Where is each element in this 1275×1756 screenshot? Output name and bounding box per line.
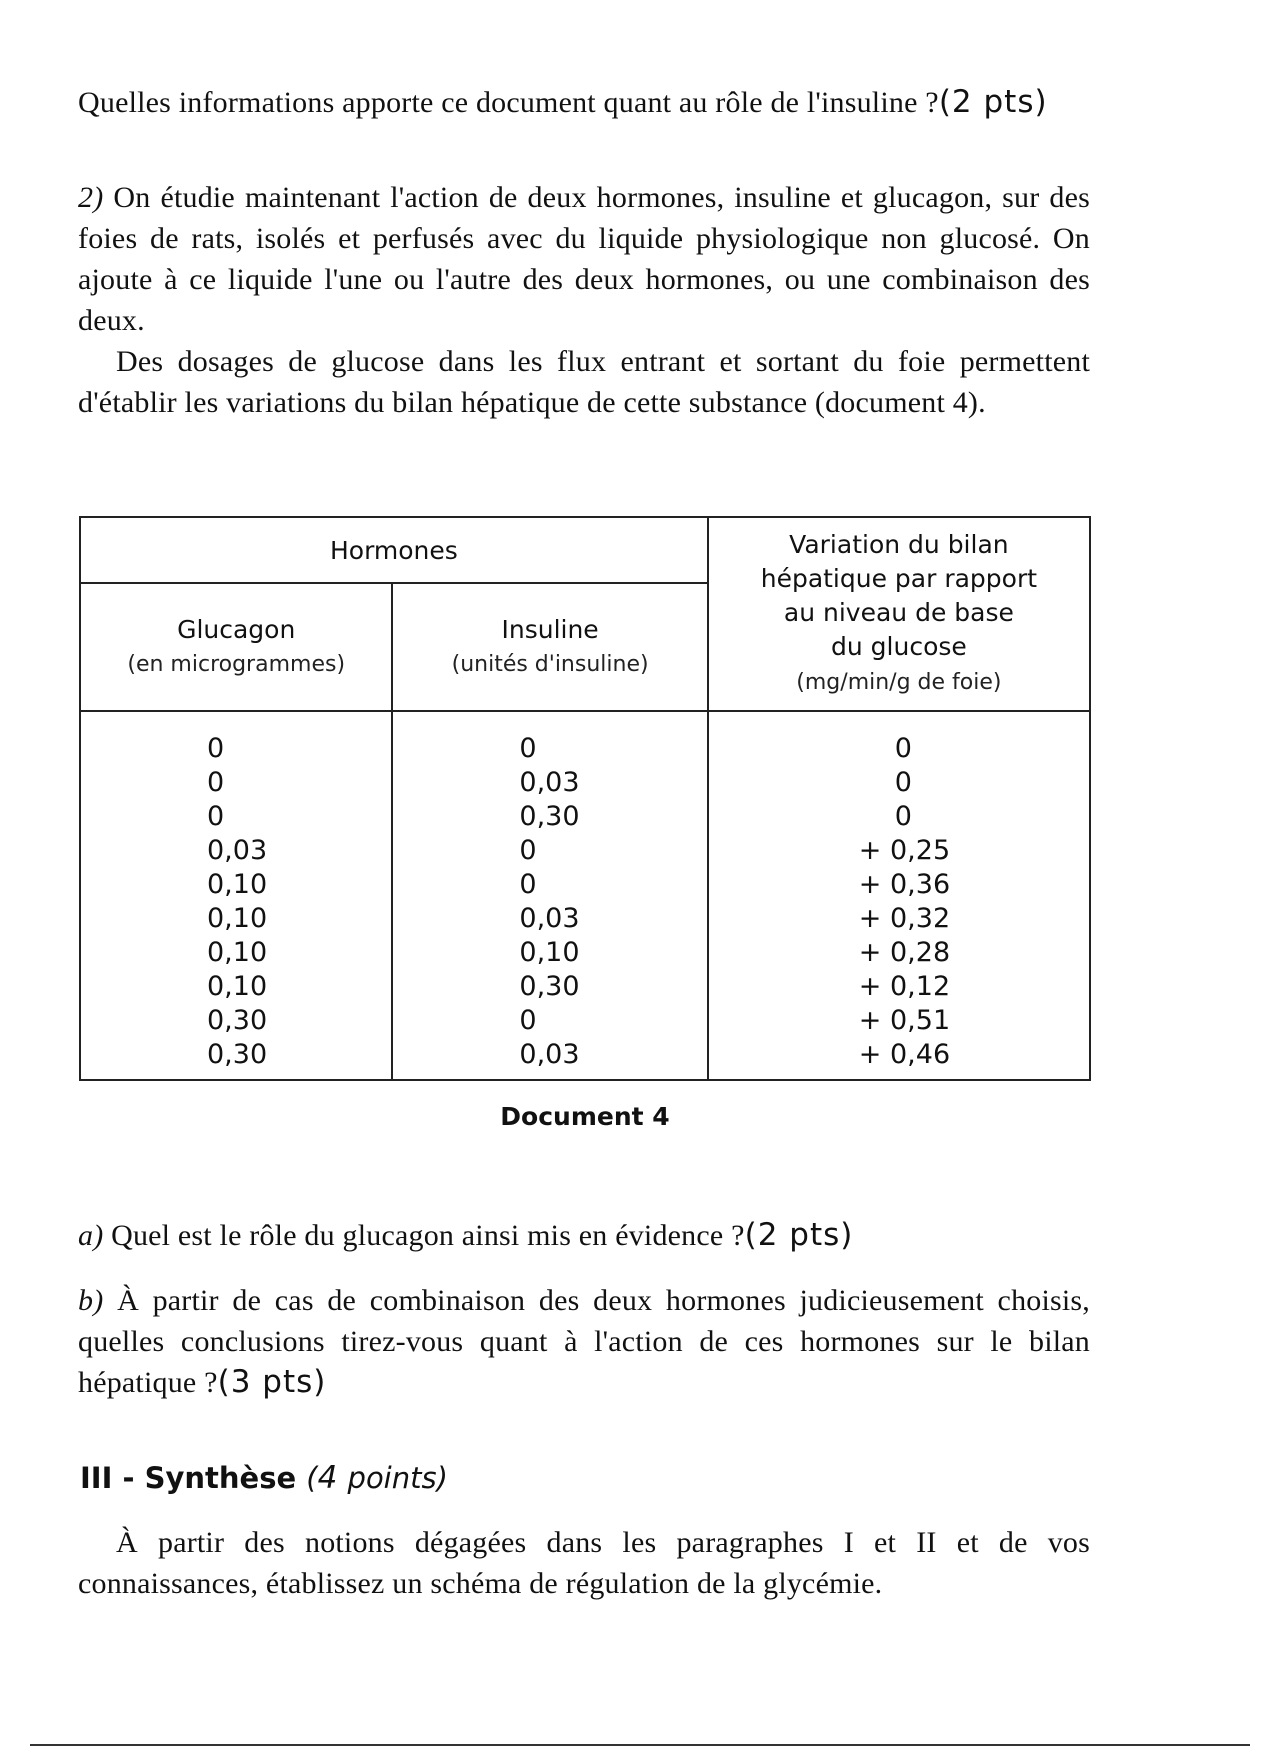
insuline-value: 0,30 (519, 801, 580, 832)
insuline-value: 0 (519, 835, 537, 866)
intro-question-points: (2 pts) (938, 84, 1048, 120)
glucagon-value: 0,10 (207, 971, 268, 1002)
glucagon-value: 0 (207, 733, 225, 764)
variation-header-line-3: au niveau de base (783, 598, 1014, 627)
bottom-rule (30, 1744, 1250, 1746)
synthese-points-close: points) (338, 1461, 448, 1495)
section-2-para2-text: Des dosages de glucose dans les flux entrant et sortant du foie permettent d'établir les variations du bilan hépatique de cette substance (document 4). (78, 345, 1090, 419)
question-b-text: À partir de cas de combinaison des deux hormones judicieusement choisis, quelles conclusions tirez-vous quant à l'action de ces hormones sur le bilan hépatique ? (78, 1284, 1090, 1399)
variation-header-line-2: hépatique par rapport (760, 564, 1038, 593)
variation-value: + 0,12 (858, 971, 951, 1002)
synthese-points-value: 4 (317, 1460, 339, 1496)
glucagon-value: 0 (207, 801, 225, 832)
variation-value: 0 (894, 801, 912, 832)
insuline-value: 0 (519, 733, 537, 764)
glucagon-value: 0,30 (207, 1005, 268, 1036)
question-a-text: Quel est le rôle du glucagon ainsi mis en évidence ? (111, 1219, 745, 1252)
glucagon-value: 0,10 (207, 937, 268, 968)
glucagon-values-column (80, 711, 392, 1080)
synthese-heading (80, 1460, 448, 1496)
insuline-header (392, 583, 707, 711)
variation-value: + 0,25 (858, 835, 951, 866)
variation-value: + 0,51 (858, 1005, 951, 1036)
insuline-header-label: Insuline (501, 615, 599, 644)
insuline-value: 0 (519, 1005, 537, 1036)
variation-unit: (mg/min/g de foie) (796, 670, 1002, 695)
glucagon-header-label: Glucagon (177, 615, 296, 644)
glucagon-value: 0 (207, 767, 225, 798)
glucagon-value: 0,10 (207, 869, 268, 900)
synthese-text: À partir des notions dégagées dans les paragraphes I et II et de vos connaissances, établissez un schéma de régulation de la glycémie. (78, 1526, 1090, 1600)
hormones-header: Hormones (80, 517, 708, 583)
intro-question (78, 82, 1090, 123)
insuline-value: 0,10 (519, 937, 580, 968)
variation-header-line-4: du glucose (831, 632, 967, 661)
variation-value: + 0,28 (858, 937, 951, 968)
synthese-points (306, 1461, 448, 1495)
variation-value: + 0,36 (858, 869, 951, 900)
variation-value: 0 (894, 733, 912, 764)
question-a (78, 1215, 1090, 1256)
synthese-paragraph (78, 1522, 1090, 1604)
question-a-label: a) (78, 1219, 104, 1252)
question-b-points: (3 pts) (217, 1364, 327, 1400)
variation-header (708, 517, 1090, 711)
insuline-value: 0,03 (519, 767, 580, 798)
glucagon-value: 0,10 (207, 903, 268, 934)
insuline-value: 0 (519, 869, 537, 900)
insuline-values-column (392, 711, 707, 1080)
glucagon-header (80, 583, 392, 711)
variation-values-column (708, 711, 1090, 1080)
variation-value: + 0,32 (858, 903, 951, 934)
insuline-value: 0,03 (519, 1039, 580, 1070)
insuline-unit: (unités d'insuline) (451, 652, 649, 677)
variation-header-line-1: Variation du bilan (789, 530, 1009, 559)
synthese-points-open: ( (306, 1461, 318, 1495)
section-2-text: On étudie maintenant l'action de deux hormones, insuline et glucagon, sur des foies de rats, isolés et perfusés avec du liquide physiologique non glucosé. On ajoute à ce liquide l'une ou l'autre des deux hormones, ou une combinaison des deux. (78, 181, 1091, 337)
glucagon-value: 0,30 (207, 1039, 268, 1070)
variation-value: + 0,46 (858, 1039, 951, 1070)
insuline-value: 0,30 (519, 971, 580, 1002)
document-caption: Document 4 (500, 1102, 670, 1131)
question-b (78, 1280, 1090, 1403)
section-2-number: 2) (78, 181, 104, 214)
intro-question-text: Quelles informations apporte ce document quant au rôle de l'insuline ? (78, 86, 939, 119)
variation-value: 0 (894, 767, 912, 798)
question-b-label: b) (78, 1284, 104, 1317)
insuline-value: 0,03 (519, 903, 580, 934)
section-2-paragraph (78, 177, 1090, 341)
synthese-title: III - Synthèse (80, 1461, 297, 1495)
glucagon-unit: (en microgrammes) (127, 652, 346, 677)
document-4-table (79, 516, 1091, 1081)
question-a-points: (2 pts) (744, 1217, 854, 1253)
section-2-paragraph-2 (78, 341, 1090, 423)
glucagon-value: 0,03 (207, 835, 268, 866)
